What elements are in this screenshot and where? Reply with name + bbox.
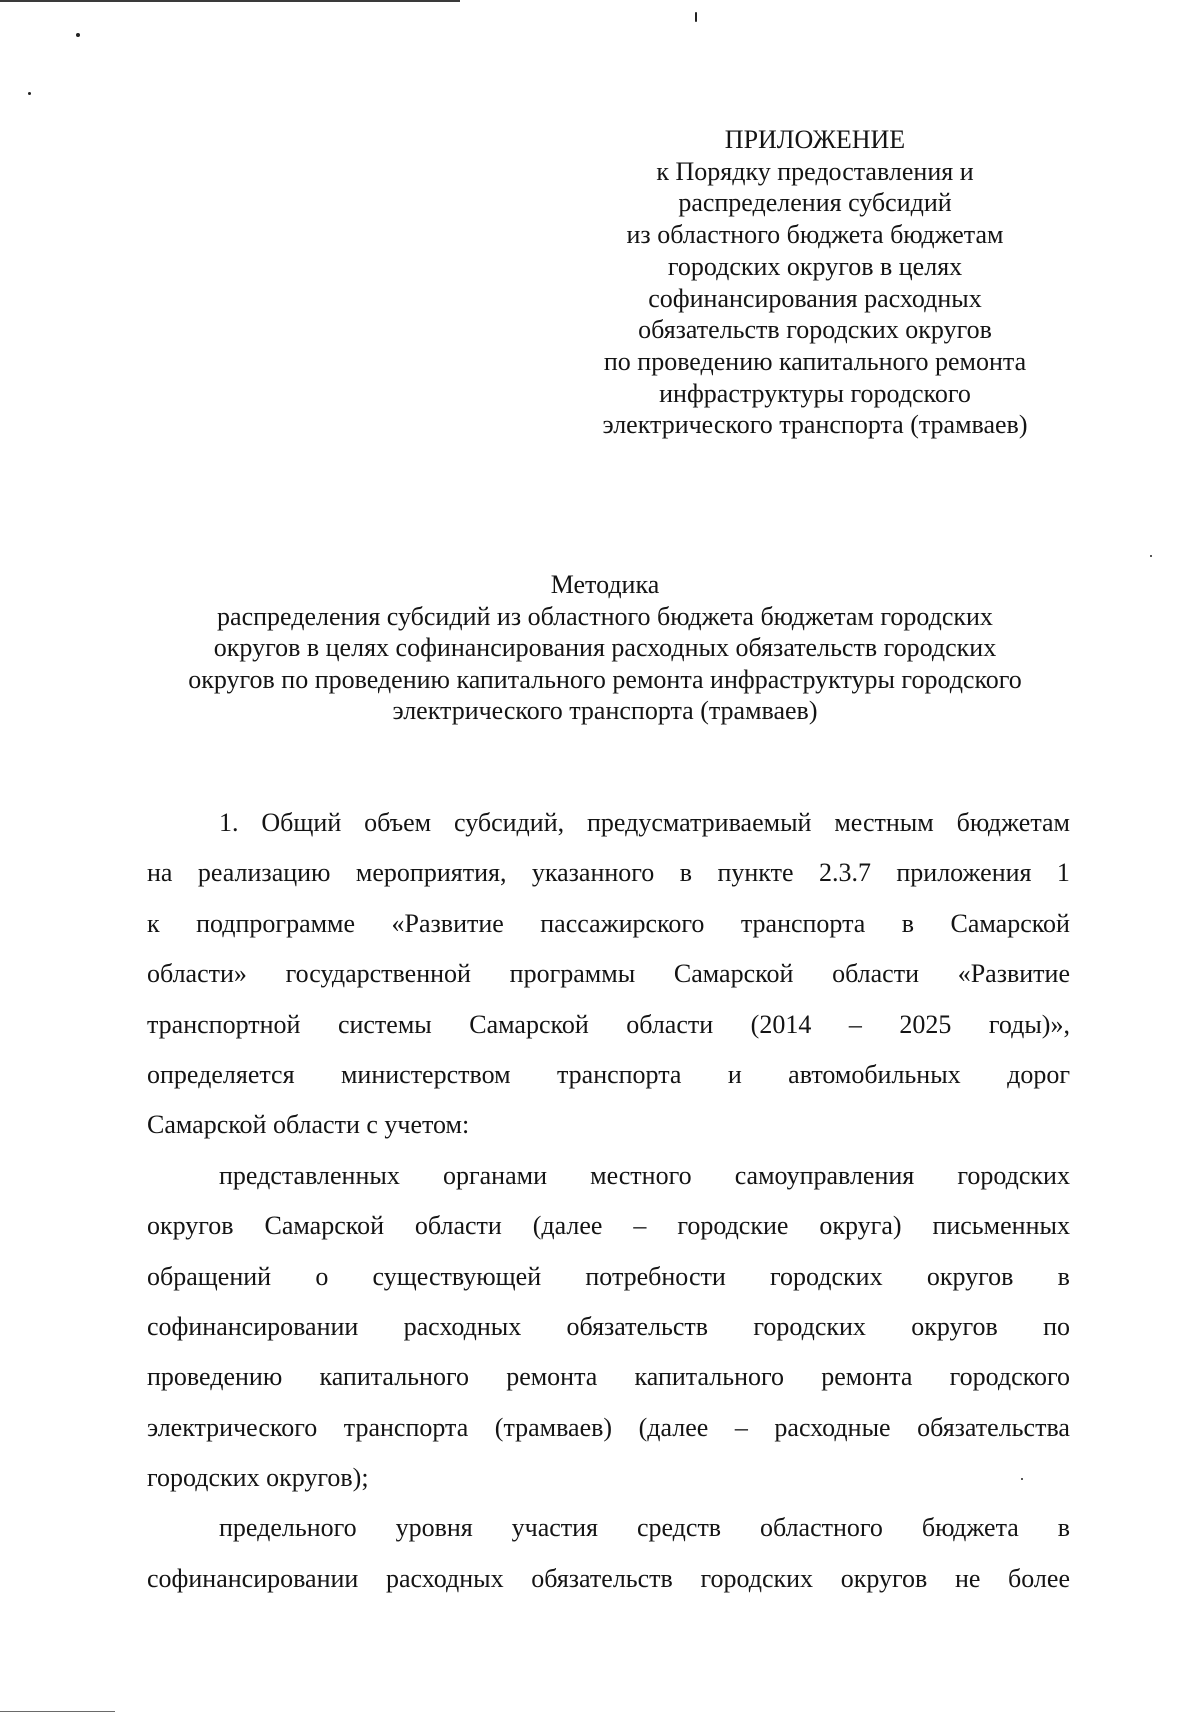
body-word: – — [734, 1412, 748, 1442]
body-word: подпрограмме — [196, 908, 356, 938]
body-word: бюджетам — [956, 808, 1070, 837]
body-word: городских — [753, 1311, 866, 1341]
body-word: уровня — [395, 1513, 473, 1543]
body-word: транспортной — [147, 1009, 301, 1039]
body-word: транспорта — [343, 1412, 469, 1442]
body-word: транспорта — [556, 1059, 682, 1089]
body-word: обязательств — [531, 1563, 673, 1593]
body-line — [147, 848, 1070, 898]
body-word: – — [848, 1009, 862, 1039]
body-word: – — [633, 1211, 647, 1241]
body-word: указанного — [531, 858, 655, 888]
body-word: реализацию — [197, 858, 331, 888]
body-word: городских — [700, 1563, 814, 1593]
body-word: Самарской — [673, 959, 794, 989]
body-word: Самарской — [469, 1009, 589, 1039]
body-word: городских — [957, 1160, 1070, 1190]
body-word: не — [954, 1563, 981, 1593]
body-word: представленных — [219, 1160, 400, 1190]
body-word: субсидий, — [454, 808, 565, 837]
appendix-line: распределения субсидий — [678, 188, 952, 218]
body-word: министерством — [340, 1059, 511, 1089]
body-word: обращений — [147, 1261, 272, 1291]
scan-speck — [695, 12, 697, 22]
body-word: более — [1008, 1563, 1070, 1593]
body-line — [147, 1503, 1070, 1553]
body-line — [147, 1352, 1070, 1402]
body-word: 2.3.7 — [818, 858, 871, 888]
body-word: округа) — [819, 1211, 902, 1241]
body-word: мероприятия, — [355, 858, 507, 888]
body-word: области — [832, 959, 919, 989]
body-word: области — [414, 1211, 502, 1241]
body-word: к — [147, 908, 160, 938]
body-line — [147, 798, 1070, 848]
body-word: средств — [636, 1513, 722, 1543]
body-line: городских округов); — [147, 1463, 369, 1493]
body-word: (далее — [638, 1412, 709, 1442]
body-word: капитального — [634, 1362, 785, 1392]
body-word: (далее — [532, 1211, 603, 1241]
body-word: самоуправления — [734, 1160, 915, 1190]
methodology-subtitle-line: электрического транспорта (трамваев) — [392, 696, 818, 725]
body-word: городских — [770, 1261, 883, 1291]
body-word: городские — [677, 1211, 789, 1241]
body-word: (2014 — [750, 1009, 812, 1039]
body-line — [147, 1050, 1070, 1100]
body-word: по — [1043, 1311, 1070, 1341]
body-word: 2025 — [899, 1009, 952, 1039]
body-word: участия — [511, 1513, 599, 1543]
body-line — [147, 1252, 1070, 1302]
body-word: софинансировании — [147, 1311, 359, 1341]
body-line: Самарской области с учетом: — [147, 1110, 470, 1140]
body-line — [147, 1554, 1070, 1604]
body-word: расходных — [403, 1311, 522, 1341]
scan-border-line-bottom — [0, 1711, 115, 1712]
body-word: проведению — [147, 1362, 283, 1392]
appendix-title: ПРИЛОЖЕНИЕ — [724, 125, 906, 154]
body-word: округов — [840, 1563, 928, 1593]
body-word: в — [1057, 1513, 1070, 1543]
body-word: предельного — [219, 1513, 357, 1543]
methodology-title: Методика — [550, 570, 660, 599]
body-word: годы)», — [988, 1009, 1070, 1039]
body-word: местным — [834, 808, 934, 837]
body-word: городского — [949, 1362, 1070, 1392]
body-word: определяется — [147, 1059, 295, 1089]
appendix-line: инфраструктуры городского — [659, 378, 971, 408]
body-word: ремонта — [821, 1362, 913, 1392]
appendix-line: из областного бюджета бюджетам — [626, 220, 1004, 250]
body-word: обязательства — [917, 1412, 1070, 1442]
body-word: «Развитие — [957, 959, 1070, 989]
body-word: расходных — [385, 1563, 504, 1593]
methodology-subtitle-line: округов в целях софинансирования расходных обязательств городских — [213, 633, 997, 662]
body-line — [147, 1302, 1070, 1352]
body-word: Самарской — [950, 908, 1070, 938]
body-word: бюджета — [921, 1513, 1019, 1543]
body-line — [147, 1201, 1070, 1251]
body-line — [147, 1000, 1070, 1050]
body-word: электрического — [147, 1412, 318, 1442]
body-word: местного — [590, 1160, 692, 1190]
body-word: на — [147, 858, 173, 888]
body-word: 1. — [219, 808, 239, 837]
body-word: капитального — [319, 1362, 469, 1392]
body-word: ремонта — [506, 1362, 598, 1392]
body-word: системы — [337, 1009, 432, 1039]
body-word: объем — [364, 808, 432, 837]
scan-speck — [28, 92, 31, 95]
body-word: 1 — [1056, 858, 1070, 888]
body-word: потребности — [585, 1261, 726, 1291]
body-word: автомобильных — [788, 1059, 961, 1089]
body-word: округов — [147, 1211, 234, 1241]
body-word: округов — [926, 1261, 1014, 1291]
body-word: в — [679, 858, 693, 888]
body-word: существующей — [372, 1261, 542, 1291]
scan-speck — [1150, 555, 1152, 557]
appendix-line: к Порядку предоставления и — [656, 156, 974, 186]
appendix-line: софинансирования расходных — [648, 283, 982, 313]
methodology-subtitle-line: округов по проведению капитального ремонта инфраструктуры городского — [188, 664, 1022, 694]
appendix-line: по проведению капитального ремонта — [603, 346, 1027, 376]
body-word: транспорта — [740, 908, 866, 938]
appendix-header — [560, 124, 1070, 441]
body-line — [147, 1151, 1070, 1201]
body-word: пункте — [717, 858, 794, 888]
body-word: дорог — [1007, 1059, 1070, 1089]
body-word: «Развитие — [391, 908, 504, 938]
appendix-line: обязательств городских округов — [638, 315, 992, 345]
body-word: (трамваев) — [494, 1412, 613, 1442]
body-word: органами — [442, 1160, 547, 1190]
methodology-heading — [140, 569, 1070, 727]
scan-border-line-top — [0, 0, 460, 2]
methodology-subtitle-line: распределения субсидий из областного бюджета бюджетам городских — [217, 601, 993, 631]
body-word: расходные — [774, 1412, 891, 1442]
body-word: области — [626, 1009, 714, 1039]
body-word: и — [727, 1059, 742, 1089]
body-word: о — [315, 1261, 329, 1291]
body-word: в — [901, 908, 915, 938]
body-word: округов — [911, 1311, 998, 1341]
body-word: софинансировании — [147, 1563, 359, 1593]
body-word: Общий — [261, 808, 342, 837]
body-line — [147, 1403, 1070, 1453]
body-word: Самарской — [264, 1211, 384, 1241]
appendix-line: электрического транспорта (трамваев) — [602, 410, 1028, 440]
body-word: программы — [509, 959, 636, 989]
scan-speck — [76, 33, 80, 37]
body-word: письменных — [932, 1211, 1070, 1241]
body-word: пассажирского — [540, 908, 705, 938]
body-word: обязательств — [566, 1311, 709, 1341]
body-word: приложения — [896, 858, 1032, 888]
body-line — [147, 949, 1070, 999]
body-word: областного — [760, 1513, 883, 1543]
appendix-line: городских округов в целях — [667, 251, 963, 281]
body-text — [147, 798, 1070, 1604]
body-word: предусматриваемый — [586, 808, 812, 837]
body-word: государственной — [285, 959, 471, 989]
body-line — [147, 899, 1070, 949]
body-word: в — [1057, 1261, 1070, 1291]
body-word: области» — [147, 959, 247, 989]
